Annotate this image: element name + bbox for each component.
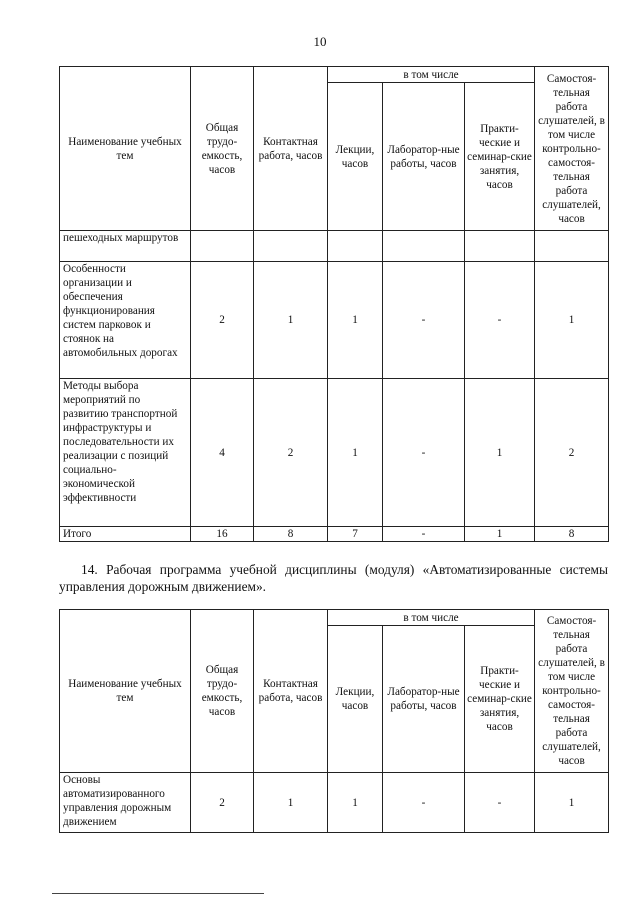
self-study-cell: 2 (535, 379, 609, 527)
self-study-cell (535, 231, 609, 262)
topic-name: пешеходных маршрутов (60, 231, 191, 262)
topic-name: Особенности организации и обеспечения функционирования систем парковок и стоянок на автомобильных дорогах (60, 262, 191, 379)
table-row (60, 231, 609, 262)
table-row (60, 262, 609, 379)
total-hours-cell (191, 231, 254, 262)
contact-hours-cell: 8 (254, 527, 328, 542)
practice-cell: 1 (465, 527, 535, 542)
lectures-cell: 1 (328, 262, 383, 379)
topic-name: Методы выбора мероприятий по развитию транспортной инфраструктуры и последовательности их реализации с позиций социально-экономической эффективности (60, 379, 191, 527)
practice-cell: 1 (465, 379, 535, 527)
self-study-cell: 1 (535, 773, 609, 833)
labs-cell (383, 231, 465, 262)
lectures-cell: 7 (328, 527, 383, 542)
header-including: в том числе (328, 67, 535, 83)
header-practice: Практи-ческие и семинар-ские занятия, часов (465, 83, 535, 231)
footnote-separator-line (52, 893, 264, 894)
contact-hours-cell: 2 (254, 379, 328, 527)
labs-cell: - (383, 379, 465, 527)
practice-cell: - (465, 773, 535, 833)
lectures-cell: 1 (328, 773, 383, 833)
practice-cell: - (465, 262, 535, 379)
contact-hours-cell: 1 (254, 262, 328, 379)
table-row (60, 379, 609, 527)
header-labs: Лаборатор-ные работы, часов (383, 626, 465, 773)
header-contact-hours: Контактная работа, часов (254, 610, 328, 773)
header-topic-name: Наименование учебных тем (60, 67, 191, 231)
self-study-cell: 1 (535, 262, 609, 379)
labs-cell: - (383, 773, 465, 833)
contact-hours-cell (254, 231, 328, 262)
header-practice: Практи-ческие и семинар-ские занятия, часов (465, 626, 535, 773)
practice-cell (465, 231, 535, 262)
section-title: 14. Рабочая программа учебной дисциплины (модуля) «Автоматизированные системы управления дорожным движением». (59, 562, 608, 595)
total-hours-cell: 2 (191, 773, 254, 833)
self-study-cell: 8 (535, 527, 609, 542)
page-number: 10 (313, 34, 327, 49)
lectures-cell (328, 231, 383, 262)
header-lectures: Лекции, часов (328, 83, 383, 231)
header-total-hours: Общая трудо-емкость, часов (191, 610, 254, 773)
study-topics-table-1 (59, 66, 609, 542)
header-labs: Лаборатор-ные работы, часов (383, 83, 465, 231)
study-topics-table-2 (59, 609, 609, 833)
total-hours-cell: 2 (191, 262, 254, 379)
table-row (60, 773, 609, 833)
labs-cell: - (383, 527, 465, 542)
header-self-study: Самостоя-тельная работа слушателей, в том числе контрольно-самостоя-тельная работа слушателей, часов (535, 67, 609, 231)
labs-cell: - (383, 262, 465, 379)
total-label: Итого (60, 527, 191, 542)
total-hours-cell: 4 (191, 379, 254, 527)
header-topic-name: Наименование учебных тем (60, 610, 191, 773)
header-self-study: Самостоя-тельная работа слушателей, в том числе контрольно-самостоя-тельная работа слушателей, часов (535, 610, 609, 773)
header-total-hours: Общая трудо-емкость, часов (191, 67, 254, 231)
header-contact-hours: Контактная работа, часов (254, 67, 328, 231)
total-hours-cell: 16 (191, 527, 254, 542)
topic-name: Основы автоматизированного управления дорожным движением (60, 773, 191, 833)
contact-hours-cell: 1 (254, 773, 328, 833)
lectures-cell: 1 (328, 379, 383, 527)
header-lectures: Лекции, часов (328, 626, 383, 773)
header-including: в том числе (328, 610, 535, 626)
table-row-total (60, 527, 609, 542)
